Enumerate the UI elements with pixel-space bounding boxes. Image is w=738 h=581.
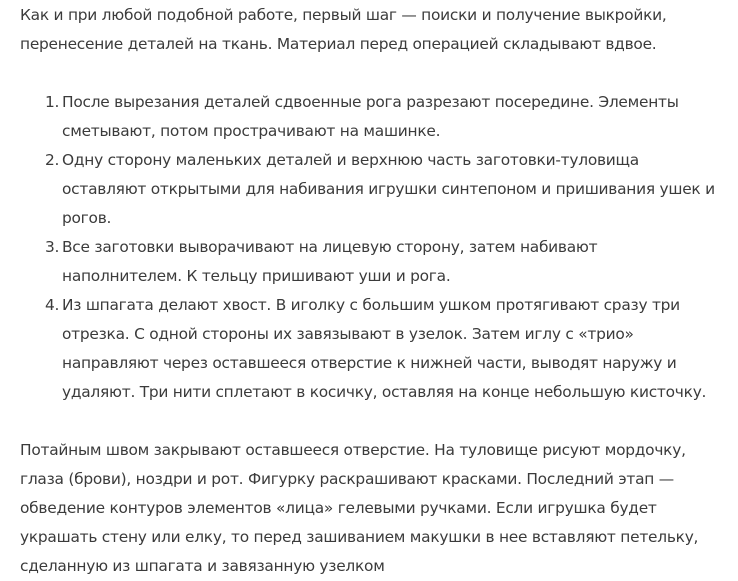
list-item: Одну сторону маленьких деталей и верхнюю часть заготовки-туловища оставляют открытыми для набивания игрушки синтепоном и пришивания ушек и рогов. bbox=[62, 151, 715, 227]
outro-paragraph: Потайным швом закрывают оставшееся отверстие. На туловище рисуют мордочку, глаза (брови), ноздри и рот. Фигурку раскрашивают красками. Последний этап — обведение контуров элементов «лица» гелевыми ручками. Если игрушка будет украшать стену или елку, то перед зашиванием макушки в нее вставляют петельку, сделанную из шпагата и завязанную узелком bbox=[20, 441, 699, 575]
list-item: Из шпагата делают хвост. В иголку с большим ушком протягивают сразу три отрезка. С одной стороны их завязывают в узелок. Затем иглу с «трио» направляют через оставшееся отверстие к нижней части, выводят наружу и удаляют. Три нити сплетают в косичку, оставляя на конце небольшую кисточку. bbox=[62, 296, 707, 401]
intro-paragraph: Как и при любой подобной работе, первый шаг — поиски и получение выкройки, перенесение деталей на ткань. Материал перед операцией складывают вдвое. bbox=[20, 6, 667, 53]
list-item: Все заготовки выворачивают на лицевую сторону, затем набивают наполнителем. К тельцу пришивают уши и рога. bbox=[62, 238, 598, 285]
steps-list bbox=[20, 88, 718, 407]
list-item: После вырезания деталей сдвоенные рога разрезают посередине. Элементы сметывают, потом прострачивают на машинке. bbox=[62, 93, 679, 140]
